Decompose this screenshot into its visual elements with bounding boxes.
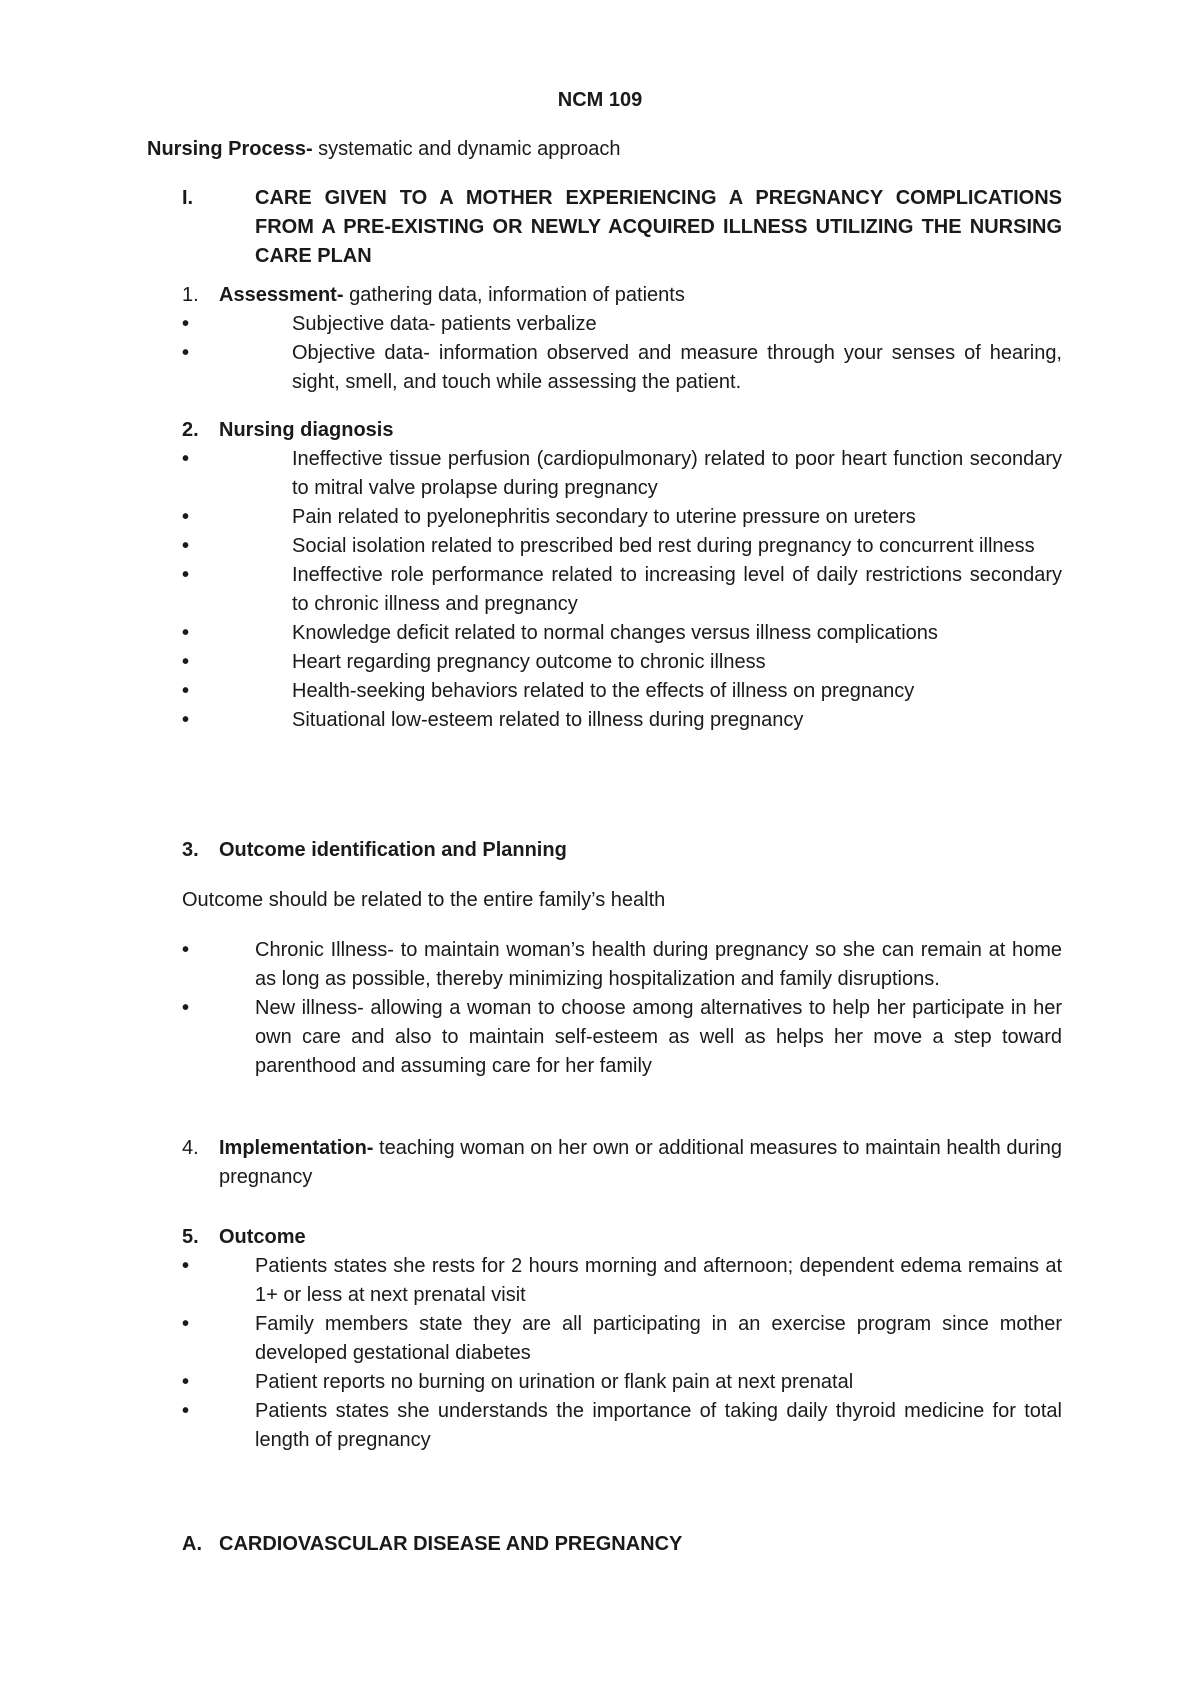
section-a-heading — [182, 1530, 1062, 1559]
list-item-text: Situational low-esteem related to illness during pregnancy — [292, 709, 804, 731]
intro-text: systematic and dynamic approach — [312, 138, 621, 160]
list-item-text: Heart regarding pregnancy outcome to chronic illness — [292, 651, 766, 673]
bullet-icon: • — [182, 342, 190, 364]
list-item-text: Ineffective role performance related to increasing level of daily restrictions secondary to chronic illness and pregnancy — [292, 564, 1062, 615]
implementation-number: 4. — [182, 1137, 199, 1159]
list-item — [182, 1252, 1062, 1310]
list-item — [182, 1397, 1062, 1455]
list-item — [182, 310, 1062, 339]
diagnosis-term: Nursing diagnosis — [219, 419, 394, 441]
assessment-heading — [182, 281, 1062, 310]
bullet-icon: • — [182, 506, 190, 528]
list-item — [182, 445, 1062, 503]
list-item — [182, 339, 1062, 397]
implementation-term: Implementation- — [219, 1137, 374, 1159]
bullet-icon: • — [182, 1313, 190, 1335]
bullet-icon: • — [182, 1371, 190, 1393]
diagnosis-heading — [182, 416, 1062, 445]
planning-list-block — [182, 936, 1062, 1081]
list-item — [182, 936, 1062, 994]
implementation-text: teaching woman on her own or additional measures to maintain health during pregnancy — [219, 1137, 1062, 1188]
outcome-heading — [182, 1223, 1062, 1252]
planning-term: Outcome identification and Planning — [219, 839, 567, 861]
list-item-text: Family members state they are all participating in an exercise program since mother developed gestational diabetes — [255, 1313, 1062, 1364]
implementation-block — [182, 1134, 1062, 1192]
bullet-icon: • — [182, 651, 190, 673]
diagnosis-block — [182, 416, 1062, 735]
assessment-text: gathering data, information of patients — [343, 284, 685, 306]
diagnosis-number: 2. — [182, 419, 199, 441]
planning-heading — [182, 836, 1062, 865]
bullet-icon: • — [182, 313, 190, 335]
planning-list — [182, 936, 1062, 1081]
list-item-text: Objective data- information observed and measure through your senses of hearing, sight, smell, and touch while assessing the patient. — [292, 342, 1062, 393]
bullet-icon: • — [182, 448, 190, 470]
planning-note: Outcome should be related to the entire family’s health — [182, 889, 666, 911]
list-item-text: Health-seeking behaviors related to the effects of illness on pregnancy — [292, 680, 915, 702]
list-item-text: Social isolation related to prescribed bed rest during pregnancy to concurrent illness — [292, 535, 1035, 557]
bullet-icon: • — [182, 1255, 190, 1277]
intro-line — [147, 135, 621, 164]
bullet-icon: • — [182, 997, 190, 1019]
list-item — [182, 619, 1062, 648]
outcome-block — [182, 1223, 1062, 1455]
list-item-text: New illness- allowing a woman to choose among alternatives to help her participate in her own care and also to maintain self-esteem as well as helps her move a step toward parenthood and assuming care for her family — [255, 997, 1062, 1077]
planning-number: 3. — [182, 839, 199, 861]
section-a-text: CARDIOVASCULAR DISEASE AND PREGNANCY — [219, 1533, 683, 1555]
section-a-letter: A. — [182, 1533, 202, 1555]
list-item — [182, 532, 1062, 561]
section-1-text: CARE GIVEN TO A MOTHER EXPERIENCING A PREGNANCY COMPLICATIONS FROM A PRE-EXISTING OR NEWLY ACQUIRED ILLNESS UTILIZING THE NURSING CARE PLAN — [255, 187, 1062, 267]
section-a-heading-row — [182, 1530, 1062, 1559]
list-item — [182, 706, 1062, 735]
outcome-number: 5. — [182, 1226, 199, 1248]
intro-term: Nursing Process- — [147, 138, 313, 160]
list-item — [182, 1368, 1062, 1397]
implementation-heading — [182, 1134, 1062, 1192]
section-1-heading — [182, 184, 1062, 271]
list-item — [182, 1310, 1062, 1368]
list-item — [182, 648, 1062, 677]
bullet-icon: • — [182, 564, 190, 586]
assessment-block — [182, 281, 1062, 397]
assessment-term: Assessment- — [219, 284, 344, 306]
bullet-icon: • — [182, 622, 190, 644]
section-1-numeral: I. — [182, 187, 194, 209]
bullet-icon: • — [182, 680, 190, 702]
document-title: NCM 109 — [557, 89, 643, 111]
list-item-text: Pain related to pyelonephritis secondary to uterine pressure on ureters — [292, 506, 916, 528]
bullet-icon: • — [182, 939, 190, 961]
assessment-list — [182, 310, 1062, 397]
list-item — [182, 503, 1062, 532]
list-item-text: Knowledge deficit related to normal changes versus illness complications — [292, 622, 938, 644]
list-item-text: Patients states she rests for 2 hours morning and afternoon; dependent edema remains at 1+ or less at next prenatal visit — [255, 1255, 1062, 1306]
bullet-icon: • — [182, 709, 190, 731]
outcome-list — [182, 1252, 1062, 1455]
list-item — [182, 561, 1062, 619]
list-item — [182, 994, 1062, 1081]
diagnosis-list — [182, 445, 1062, 735]
list-item — [182, 677, 1062, 706]
bullet-icon: • — [182, 535, 190, 557]
list-item-text: Ineffective tissue perfusion (cardiopulmonary) related to poor heart function secondary to mitral valve prolapse during pregnancy — [292, 448, 1062, 499]
list-item-text: Patient reports no burning on urination or flank pain at next prenatal — [255, 1371, 854, 1393]
assessment-number: 1. — [182, 284, 199, 306]
list-item-text: Subjective data- patients verbalize — [292, 313, 597, 335]
outcome-term: Outcome — [219, 1226, 306, 1248]
planning-heading-block — [182, 836, 1062, 865]
bullet-icon: • — [182, 1400, 190, 1422]
list-item-text: Patients states she understands the importance of taking daily thyroid medicine for total length of pregnancy — [255, 1400, 1062, 1451]
list-item-text: Chronic Illness- to maintain woman’s health during pregnancy so she can remain at home as long as possible, thereby minimizing hospitalization and family disruptions. — [255, 939, 1062, 990]
